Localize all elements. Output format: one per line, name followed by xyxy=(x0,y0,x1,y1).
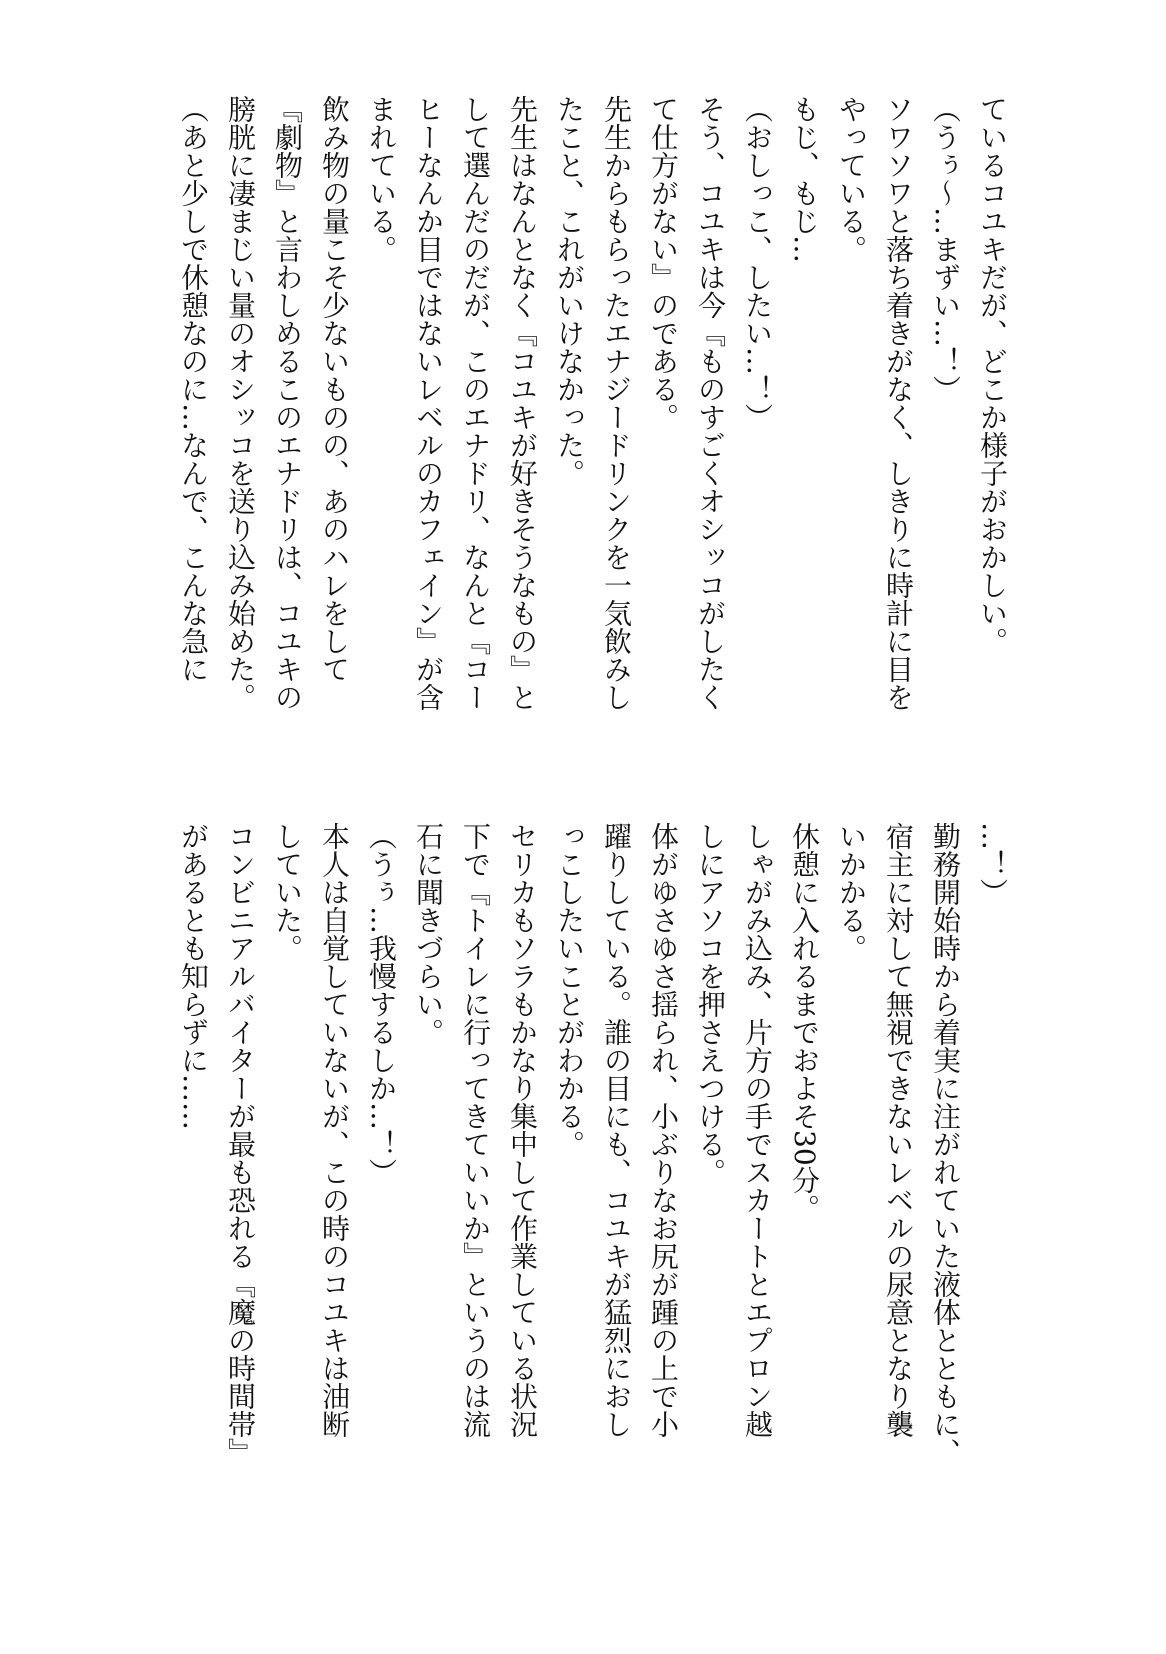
text-line: 先生はなんとなく『コユキが好きそうなもの』と xyxy=(506,95,539,711)
text-line: があるとも知らずに…… xyxy=(177,822,210,1130)
text-line: ヒーなんか目ではないレベルのカフェイン』が含 xyxy=(412,95,445,711)
text-block-top xyxy=(170,95,1016,735)
text-line: て仕方がない』のである。 xyxy=(647,95,680,431)
text-line: 体がゆさゆさ揺られ、小ぶりなお尻が踵の上で小 xyxy=(647,822,680,1438)
text-line: （うぅ～…まずい…！） xyxy=(929,95,962,403)
text-line: そう、コユキは今『ものすごくオシッコがしたく xyxy=(694,95,727,711)
text-line: まれている。 xyxy=(365,95,398,263)
text-line: （おしっこ、したい…！） xyxy=(741,95,774,431)
text-line: たこと、これがいけなかった。 xyxy=(553,95,586,487)
text-line: 石に聞きづらい。 xyxy=(412,822,445,1046)
text-line: 宿主に対して無視できないレベルの尿意となり襲 xyxy=(882,822,915,1438)
text-line: っこしたいことがわかる。 xyxy=(553,822,586,1158)
text-line: セリカもソラもかなり集中して作業している状況 xyxy=(506,822,539,1438)
text-line: 『劇物』と言わしめるこのエナドリは、コユキの xyxy=(271,95,304,711)
text-line: して選んだのだが、このエナドリ、なんと『コー xyxy=(459,95,492,711)
text-line: しにアソコを押さえつける。 xyxy=(694,822,727,1186)
text-line: ソワソワと落ち着きがなく、しきりに時計に目を xyxy=(882,95,915,711)
text-line: …！） xyxy=(976,822,1009,906)
text-line: していた。 xyxy=(271,822,304,962)
text-line: 飲み物の量こそ少ないものの、あのハレをして xyxy=(318,95,351,683)
text-block-bottom xyxy=(170,822,1016,1466)
text-line: （あと少しで休憩なのに…なんで、こんな急に xyxy=(177,95,210,683)
text-line: やっている。 xyxy=(835,95,868,263)
text-line: 先生からもらったエナジードリンクを一気飲みし xyxy=(600,95,633,711)
text-line: （うぅ…我慢するしか…！） xyxy=(365,822,398,1186)
text-line: 本人は自覚していないが、この時のコユキは油断 xyxy=(318,822,351,1438)
text-line: 勤務開始時から着実に注がれていた液体とともに、 xyxy=(929,822,962,1466)
text-line: コンビニアルバイターが最も恐れる『魔の時間帯』 xyxy=(224,822,257,1466)
text-line: 躍りしている。誰の目にも、コユキが猛烈におし xyxy=(600,822,633,1438)
text-line: 下で『トイレに行ってきていいか』というのは流 xyxy=(459,822,492,1438)
text-line: 膀胱に凄まじい量のオシッコを送り込み始めた。 xyxy=(224,95,257,711)
text-line: もじ、もじ… xyxy=(788,95,821,263)
text-line: いかかる。 xyxy=(835,822,868,962)
text-line: 休憩に入れるまでおよそ30分。 xyxy=(788,822,821,1222)
text-line: しゃがみ込み、片方の手でスカートとエプロン越 xyxy=(741,822,774,1438)
text-line: ているコユキだが、どこか様子がおかしい。 xyxy=(976,95,1009,655)
